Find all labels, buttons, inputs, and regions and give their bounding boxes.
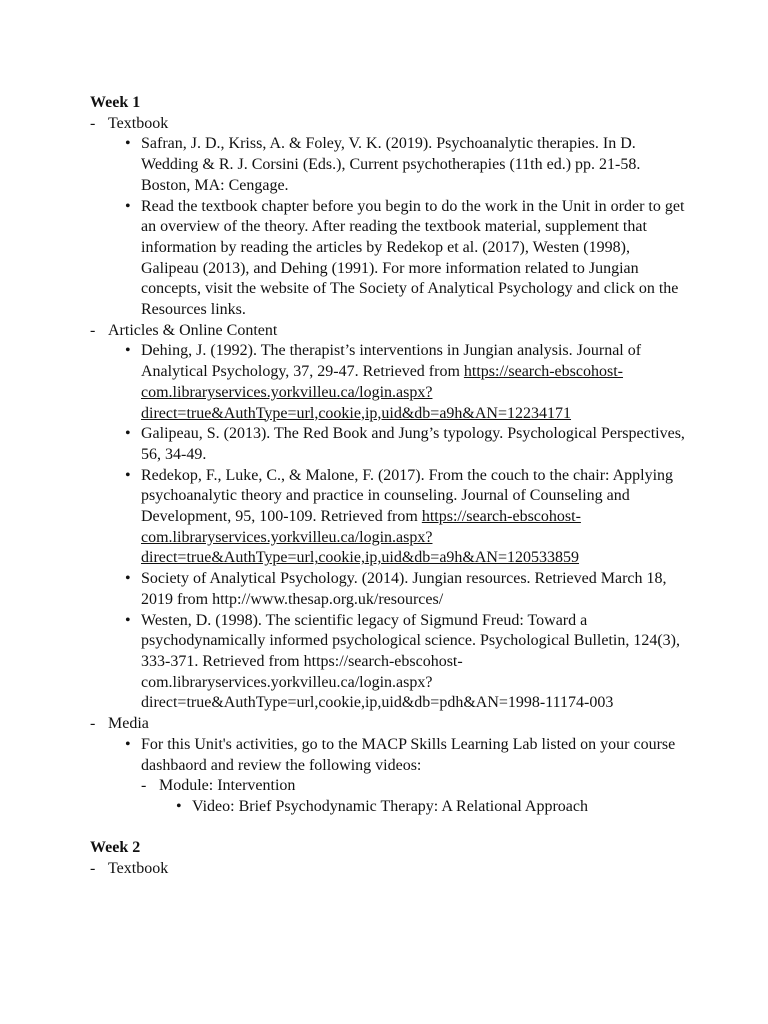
list-item bbox=[123, 735, 690, 818]
module-label: Module: Intervention bbox=[159, 777, 296, 795]
articles-section bbox=[90, 321, 690, 714]
textbook-section bbox=[90, 114, 690, 321]
textbook-instructions: Read the textbook chapter before you begin to do the work in the Unit in order to get an overview of the theory. After reading the textbook material, supplement that information by reading the articles by Redekop et al. (2017), Westen (1998), Galipeau (2013), and Dehing (1991). For more information related to Jungian concepts, visit the website of The Society of Analytical Psychology and click on the Resources links. bbox=[141, 197, 685, 319]
reference-safran: Safran, J. D., Kriss, A. & Foley, V. K. (2019). Psychoanalytic therapies. In D. Wedding & R. J. Corsini (Eds.), Current psychotherapies (11th ed.) pp. 21-58. Boston, MA: Cengage. bbox=[141, 135, 641, 194]
list-item bbox=[123, 197, 690, 321]
list-item bbox=[123, 134, 690, 196]
bullet-marker: • bbox=[125, 611, 131, 629]
textbook-section bbox=[90, 859, 690, 880]
list-item bbox=[174, 797, 690, 818]
bullet-marker: • bbox=[125, 466, 131, 484]
textbook-label: Textbook bbox=[108, 860, 169, 877]
week-2-sections bbox=[90, 859, 690, 880]
dash-marker: - bbox=[141, 777, 147, 795]
list-item bbox=[123, 569, 690, 610]
articles-list bbox=[108, 341, 690, 714]
list-item bbox=[141, 776, 690, 817]
reference-westen: Westen, D. (1998). The scientific legacy of Sigmund Freud: Toward a psychodynamically informed psychological science. Psychological Bulletin, 124(3), 333-371. Retrieved from https://search-ebscohost-com.libraryservices.yorkvilleu.ca/login.aspx?direct=true&AuthType=url,cookie,ip,uid&db=pdh&AN=1998-11174-003 bbox=[141, 611, 680, 712]
list-item bbox=[123, 466, 690, 570]
reference-galipeau: Galipeau, S. (2013). The Red Book and Jung’s typology. Psychological Perspectives, 56, 34-49. bbox=[141, 425, 685, 463]
bullet-marker: • bbox=[125, 135, 131, 153]
list-item bbox=[123, 424, 690, 465]
list-item bbox=[123, 341, 690, 424]
textbook-label: Textbook bbox=[108, 114, 169, 132]
video-list bbox=[159, 797, 690, 818]
media-list bbox=[108, 735, 690, 818]
dash-marker: - bbox=[90, 860, 96, 877]
dash-marker: - bbox=[90, 715, 96, 733]
document-page bbox=[90, 93, 690, 880]
bullet-marker: • bbox=[176, 797, 182, 815]
reference-dehing: Dehing, J. (1992). The therapist’s interventions in Jungian analysis. Journal of Analytical Psychology, 37, 29-47. Retrieved from bbox=[141, 342, 642, 381]
articles-label: Articles & Online Content bbox=[108, 321, 278, 339]
list-item bbox=[123, 611, 690, 715]
module-list bbox=[141, 776, 690, 817]
bullet-marker: • bbox=[125, 425, 131, 443]
textbook-list bbox=[108, 134, 690, 320]
media-label: Media bbox=[108, 715, 149, 733]
bullet-marker: • bbox=[125, 735, 131, 753]
dash-marker: - bbox=[90, 114, 96, 132]
week-1-heading: Week 1 bbox=[90, 94, 141, 111]
week-2-heading: Week 2 bbox=[90, 839, 141, 857]
video-label: Video: Brief Psychodynamic Therapy: A Relational Approach bbox=[192, 797, 588, 815]
redekop-link[interactable]: https://search-ebscohost-com.libraryservices.yorkvilleu.ca/login.aspx?direct=true&AuthType=url,cookie,ip,uid&db=a9h&AN=120533859 bbox=[141, 508, 581, 567]
media-instructions: For this Unit's activities, go to the MACP Skills Learning Lab listed on your course dashbaord and review the following videos: bbox=[141, 735, 676, 774]
bullet-marker: • bbox=[125, 570, 131, 588]
reference-redekop: Redekop, F., Luke, C., & Malone, F. (2017). From the couch to the chair: Applying psychoanalytic theory and practice in counseling. Journal of Counseling and Development, 95, 100-109. Retrieved from bbox=[141, 466, 674, 526]
reference-sap: Society of Analytical Psychology. (2014). Jungian resources. Retrieved March 18, 2019 from http://www.thesap.org.uk/resources/ bbox=[141, 570, 667, 608]
bullet-marker: • bbox=[125, 342, 131, 360]
bullet-marker: • bbox=[125, 197, 131, 215]
spacer bbox=[90, 818, 690, 839]
week-1-sections bbox=[90, 114, 690, 818]
dehing-link[interactable]: https://search-ebscohost-com.libraryservices.yorkvilleu.ca/login.aspx?direct=true&AuthType=url,cookie,ip,uid&db=a9h&AN=12234171 bbox=[141, 363, 623, 422]
dash-marker: - bbox=[90, 321, 96, 339]
media-section bbox=[90, 714, 690, 818]
